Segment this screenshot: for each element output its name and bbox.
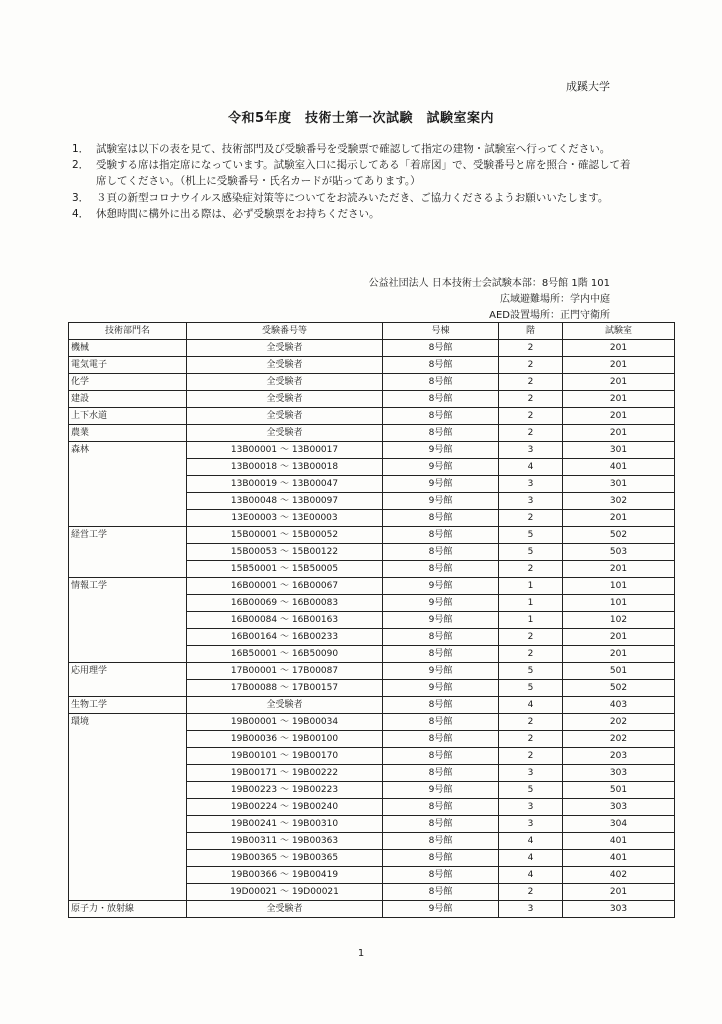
floor-cell: 2 [499, 629, 563, 646]
table-row [69, 901, 675, 918]
range-cell: 13E00003 ～ 13E00003 [187, 510, 383, 527]
building-cell: 9号館 [383, 663, 499, 680]
room-cell: 102 [563, 612, 675, 629]
floor-cell: 2 [499, 748, 563, 765]
table-row [69, 663, 675, 680]
range-cell: 19B00001 ～ 19B00034 [187, 714, 383, 731]
instruction-number: 4． [72, 207, 90, 220]
dept-cell: 生物工学 [69, 697, 187, 714]
dept-cell: 原子力・放射線 [69, 901, 187, 918]
dept-cell [69, 544, 187, 561]
exam-room-table [68, 322, 675, 918]
range-cell: 13B00048 ～ 13B00097 [187, 493, 383, 510]
range-cell: 15B00053 ～ 15B00122 [187, 544, 383, 561]
building-cell: 8号館 [383, 408, 499, 425]
table-body [69, 340, 675, 918]
floor-cell: 4 [499, 850, 563, 867]
dept-cell [69, 731, 187, 748]
range-cell: 19B00101 ～ 19B00170 [187, 748, 383, 765]
table-row [69, 425, 675, 442]
building-cell: 9号館 [383, 595, 499, 612]
table-row [69, 629, 675, 646]
table-row [69, 544, 675, 561]
floor-cell: 5 [499, 782, 563, 799]
dept-cell [69, 612, 187, 629]
range-cell: 16B00001 ～ 16B00067 [187, 578, 383, 595]
page-number: 1 [357, 948, 365, 959]
floor-cell: 3 [499, 493, 563, 510]
floor-cell: 5 [499, 680, 563, 697]
building-cell: 8号館 [383, 714, 499, 731]
floor-cell: 5 [499, 663, 563, 680]
building-cell: 8号館 [383, 867, 499, 884]
instruction-text: 受験する席は指定席になっています。試験室入口に掲示してある「着席図」で、受験番号と席を照合・確認して着席してください。（机上に受験番号・氏名カードが貼ってあります。） [96, 159, 631, 188]
floor-cell: 2 [499, 510, 563, 527]
table-row [69, 782, 675, 799]
header-floor: 階 [499, 323, 563, 340]
range-cell: 全受験者 [187, 901, 383, 918]
building-cell: 8号館 [383, 884, 499, 901]
dept-cell [69, 493, 187, 510]
building-cell: 8号館 [383, 527, 499, 544]
table-header-row [69, 323, 675, 340]
table-row [69, 612, 675, 629]
building-cell: 9号館 [383, 442, 499, 459]
instruction-text: ３頁の新型コロナウイルス感染症対策等についてをお読みいただき、ご協力くださるようお願いいたします。 [96, 191, 609, 204]
dept-cell: 上下水道 [69, 408, 187, 425]
range-cell: 全受験者 [187, 340, 383, 357]
floor-cell: 2 [499, 391, 563, 408]
range-cell: 19B00311 ～ 19B00363 [187, 833, 383, 850]
building-cell: 8号館 [383, 510, 499, 527]
dept-cell [69, 476, 187, 493]
floor-cell: 1 [499, 612, 563, 629]
building-cell: 8号館 [383, 748, 499, 765]
room-cell: 201 [563, 561, 675, 578]
table-row [69, 340, 675, 357]
range-cell: 全受験者 [187, 697, 383, 714]
room-cell: 501 [563, 663, 675, 680]
range-cell: 全受験者 [187, 357, 383, 374]
header-building: 号棟 [383, 323, 499, 340]
room-cell: 201 [563, 357, 675, 374]
table-row [69, 408, 675, 425]
building-cell: 9号館 [383, 476, 499, 493]
table-row [69, 646, 675, 663]
dept-cell [69, 459, 187, 476]
room-cell: 201 [563, 884, 675, 901]
dept-cell [69, 867, 187, 884]
building-cell: 8号館 [383, 357, 499, 374]
dept-cell: 応用理学 [69, 663, 187, 680]
dept-cell: 機械 [69, 340, 187, 357]
building-cell: 9号館 [383, 493, 499, 510]
room-cell: 201 [563, 510, 675, 527]
header-room: 試験室 [563, 323, 675, 340]
table-row [69, 799, 675, 816]
evacuation-area: 広域避難場所：学内中庭 [500, 294, 610, 305]
hq-location: 公益社団法人 日本技術士会試験本部：8号館 1階 101 [368, 278, 610, 289]
university-name: 成蹊大学 [566, 80, 610, 93]
table-row [69, 476, 675, 493]
instruction-text: 試験室は以下の表を見て、技術部門及び受験番号を受験票で確認して指定の建物・試験室へ行ってください。 [96, 143, 611, 155]
range-cell: 16B00069 ～ 16B00083 [187, 595, 383, 612]
building-cell: 9号館 [383, 901, 499, 918]
table-row [69, 442, 675, 459]
building-cell: 8号館 [383, 697, 499, 714]
range-cell: 全受験者 [187, 425, 383, 442]
table-row [69, 833, 675, 850]
room-cell: 203 [563, 748, 675, 765]
dept-cell [69, 629, 187, 646]
table-row [69, 374, 675, 391]
floor-cell: 4 [499, 867, 563, 884]
dept-cell: 化学 [69, 374, 187, 391]
table-row [69, 459, 675, 476]
room-cell: 201 [563, 391, 675, 408]
floor-cell: 3 [499, 901, 563, 918]
range-cell: 16B00164 ～ 16B00233 [187, 629, 383, 646]
room-cell: 303 [563, 765, 675, 782]
range-cell: 17B00088 ～ 17B00157 [187, 680, 383, 697]
floor-cell: 3 [499, 816, 563, 833]
dept-cell [69, 765, 187, 782]
range-cell: 15B50001 ～ 15B50005 [187, 561, 383, 578]
instructions-list [72, 141, 632, 222]
room-cell: 202 [563, 714, 675, 731]
table-row [69, 748, 675, 765]
room-cell: 503 [563, 544, 675, 561]
room-cell: 502 [563, 527, 675, 544]
floor-cell: 1 [499, 595, 563, 612]
table-row [69, 680, 675, 697]
building-cell: 8号館 [383, 799, 499, 816]
room-cell: 401 [563, 833, 675, 850]
building-cell: 8号館 [383, 544, 499, 561]
header-dept: 技術部門名 [69, 323, 187, 340]
room-cell: 201 [563, 340, 675, 357]
table-row [69, 357, 675, 374]
building-cell: 9号館 [383, 578, 499, 595]
room-cell: 201 [563, 646, 675, 663]
floor-cell: 3 [499, 765, 563, 782]
dept-cell: 情報工学 [69, 578, 187, 595]
dept-cell: 建設 [69, 391, 187, 408]
range-cell: 全受験者 [187, 374, 383, 391]
building-cell: 8号館 [383, 629, 499, 646]
instruction-item [72, 190, 632, 206]
instruction-number: 3． [72, 191, 90, 204]
floor-cell: 3 [499, 476, 563, 493]
building-cell: 8号館 [383, 833, 499, 850]
floor-cell: 2 [499, 357, 563, 374]
table-row [69, 493, 675, 510]
dept-cell [69, 680, 187, 697]
range-cell: 15B00001 ～ 15B00052 [187, 527, 383, 544]
room-cell: 402 [563, 867, 675, 884]
room-cell: 301 [563, 442, 675, 459]
room-cell: 201 [563, 629, 675, 646]
floor-cell: 2 [499, 340, 563, 357]
room-cell: 201 [563, 408, 675, 425]
building-cell: 8号館 [383, 561, 499, 578]
range-cell: 19D00021 ～ 19D00021 [187, 884, 383, 901]
room-cell: 501 [563, 782, 675, 799]
range-cell: 13B00001 ～ 13B00017 [187, 442, 383, 459]
dept-cell [69, 850, 187, 867]
floor-cell: 5 [499, 544, 563, 561]
instruction-number: 2． [72, 159, 90, 172]
table-row [69, 595, 675, 612]
range-cell: 16B00084 ～ 16B00163 [187, 612, 383, 629]
table-row [69, 765, 675, 782]
dept-cell [69, 782, 187, 799]
table-row [69, 731, 675, 748]
dept-cell [69, 646, 187, 663]
table-row [69, 850, 675, 867]
table-row [69, 510, 675, 527]
dept-cell: 環境 [69, 714, 187, 731]
header-range: 受験番号等 [187, 323, 383, 340]
floor-cell: 4 [499, 833, 563, 850]
dept-cell [69, 833, 187, 850]
dept-cell [69, 884, 187, 901]
floor-cell: 2 [499, 714, 563, 731]
floor-cell: 3 [499, 442, 563, 459]
range-cell: 13B00019 ～ 13B00047 [187, 476, 383, 493]
range-cell: 19B00036 ～ 19B00100 [187, 731, 383, 748]
range-cell: 全受験者 [187, 391, 383, 408]
table-row [69, 697, 675, 714]
room-cell: 101 [563, 595, 675, 612]
room-cell: 304 [563, 816, 675, 833]
dept-cell [69, 799, 187, 816]
dept-cell [69, 595, 187, 612]
dept-cell [69, 510, 187, 527]
page-title: 令和5年度 技術士第一次試験 試験室案内 [227, 111, 495, 126]
building-cell: 8号館 [383, 391, 499, 408]
dept-cell [69, 748, 187, 765]
floor-cell: 2 [499, 646, 563, 663]
table-row [69, 561, 675, 578]
range-cell: 19B00365 ～ 19B00365 [187, 850, 383, 867]
building-cell: 8号館 [383, 731, 499, 748]
building-cell: 9号館 [383, 459, 499, 476]
building-cell: 8号館 [383, 765, 499, 782]
floor-cell: 2 [499, 374, 563, 391]
instruction-item [72, 141, 632, 157]
range-cell: 19B00223 ～ 19B00223 [187, 782, 383, 799]
room-cell: 303 [563, 799, 675, 816]
table-row [69, 527, 675, 544]
building-cell: 8号館 [383, 340, 499, 357]
instruction-item [72, 157, 632, 189]
floor-cell: 3 [499, 799, 563, 816]
dept-cell: 経営工学 [69, 527, 187, 544]
table-row [69, 391, 675, 408]
floor-cell: 2 [499, 731, 563, 748]
dept-cell: 電気電子 [69, 357, 187, 374]
table-row [69, 578, 675, 595]
range-cell: 19B00224 ～ 19B00240 [187, 799, 383, 816]
building-cell: 8号館 [383, 850, 499, 867]
building-cell: 8号館 [383, 425, 499, 442]
range-cell: 17B00001 ～ 17B00087 [187, 663, 383, 680]
dept-cell [69, 816, 187, 833]
instruction-item [72, 206, 632, 222]
room-cell: 202 [563, 731, 675, 748]
range-cell: 全受験者 [187, 408, 383, 425]
floor-cell: 1 [499, 578, 563, 595]
range-cell: 16B50001 ～ 16B50090 [187, 646, 383, 663]
dept-cell: 農業 [69, 425, 187, 442]
range-cell: 19B00241 ～ 19B00310 [187, 816, 383, 833]
room-cell: 201 [563, 374, 675, 391]
table-row [69, 884, 675, 901]
room-cell: 401 [563, 459, 675, 476]
floor-cell: 4 [499, 459, 563, 476]
room-cell: 303 [563, 901, 675, 918]
range-cell: 13B00018 ～ 13B00018 [187, 459, 383, 476]
floor-cell: 2 [499, 408, 563, 425]
dept-cell [69, 561, 187, 578]
aed-location: AED設置場所：正門守衛所 [489, 310, 610, 321]
building-cell: 8号館 [383, 374, 499, 391]
building-cell: 9号館 [383, 612, 499, 629]
room-cell: 201 [563, 425, 675, 442]
building-cell: 8号館 [383, 816, 499, 833]
contact-info [369, 276, 610, 324]
table-row [69, 816, 675, 833]
floor-cell: 2 [499, 425, 563, 442]
dept-cell: 森林 [69, 442, 187, 459]
floor-cell: 4 [499, 697, 563, 714]
building-cell: 9号館 [383, 782, 499, 799]
floor-cell: 5 [499, 527, 563, 544]
instruction-number: 1． [72, 143, 90, 155]
room-cell: 403 [563, 697, 675, 714]
building-cell: 9号館 [383, 680, 499, 697]
floor-cell: 2 [499, 561, 563, 578]
room-cell: 401 [563, 850, 675, 867]
room-cell: 502 [563, 680, 675, 697]
room-cell: 301 [563, 476, 675, 493]
table-row [69, 714, 675, 731]
range-cell: 19B00366 ～ 19B00419 [187, 867, 383, 884]
table-row [69, 867, 675, 884]
building-cell: 8号館 [383, 646, 499, 663]
instruction-text: 休憩時間に構外に出る際は、必ず受験票をお持ちください。 [96, 207, 380, 220]
room-cell: 302 [563, 493, 675, 510]
room-cell: 101 [563, 578, 675, 595]
range-cell: 19B00171 ～ 19B00222 [187, 765, 383, 782]
floor-cell: 2 [499, 884, 563, 901]
